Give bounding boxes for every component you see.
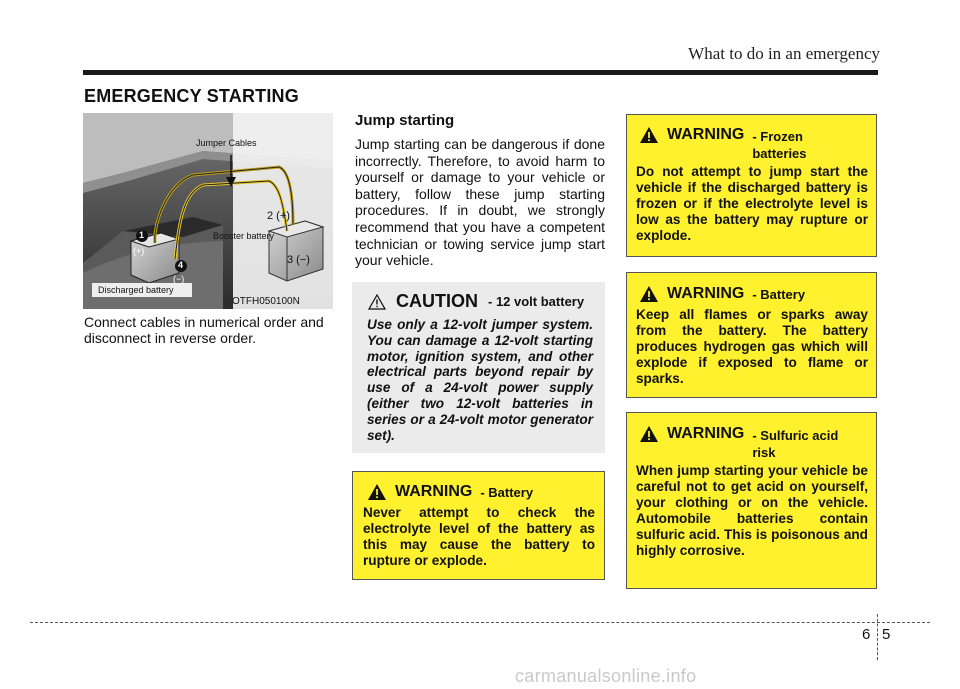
warning-title: WARNING [667,285,745,302]
warning-title: WARNING [667,425,745,442]
warning-triangle-icon [639,425,659,443]
booster-positive-label: 2 (+) [267,210,290,222]
caution-subtitle: - 12 volt battery [488,294,585,309]
warning-subtitle: - Frozen batteries [752,129,807,161]
caution-body: Use only a 12-volt jumper system. You can damage a 12-volt starting motor, ignition system, and other electrical parts beyond repair by use of a 24-volt power supply (either two 12-volt batteries in series or a 24-volt motor generator set). [367,317,593,443]
header-rule [83,70,878,75]
section-header: What to do in an emergency [688,44,880,63]
booster-negative-label: 3 (−) [287,254,310,266]
page-number-divider [877,614,878,660]
marker-4-label: 4 [178,260,184,270]
caution-triangle-icon [368,294,386,310]
watermark: carmanualsonline.info [515,666,697,686]
booster-battery-icon [269,221,323,281]
warning-subtitle: - Battery [480,485,534,500]
discharged-positive-terminal: (+) [133,246,145,256]
warning-header [367,483,533,501]
warning-box-frozen-batteries [626,114,877,257]
warning-subtitle: - Battery [752,287,806,302]
figure-caption: Connect cables in numerical order and disconnect in reverse order. [84,314,324,346]
jump-starting-heading: Jump starting [355,112,455,129]
caution-box [352,282,605,453]
discharged-negative-terminal: (−) [173,274,185,284]
warning-triangle-icon [639,126,659,144]
warning-box-sulfuric-acid [626,412,877,589]
warning-body: Keep all flames or sparks away from the battery. The battery produces hydrogen gas which will explode if exposed to flame or sparks. [636,307,868,386]
warning-body: When jump starting your vehicle be careful not to get acid on yourself, your clothing or on the vehicle. Automobile batteries contain sulfuric acid. This is poisonous and highly corrosive. [636,463,868,558]
warning-body: Do not attempt to jump start the vehicle if the discharged battery is frozen or if the electrolyte level is low as the battery may rupture or explode. [636,164,868,243]
booster-battery-label: Booster battery [213,231,275,241]
warning-subtitle: - Sulfuric acid risk [752,428,839,460]
caution-header [368,291,584,312]
page-title: EMERGENCY STARTING [84,86,299,106]
warning-box-battery-sparks [626,272,877,398]
caution-title: CAUTION [396,291,478,311]
warning-header [639,285,805,303]
figure-code: OTFH050100N [232,296,300,307]
page-number: 5 [882,626,891,643]
warning-header [639,126,852,162]
discharged-battery-label: Discharged battery [98,285,174,295]
jump-starting-body: Jump starting can be dangerous if done incorrectly. Therefore, to avoid harm to yourself or damage to your vehicle or battery, follow these jump starting procedures. If in doubt, we strongly recommend that you have a competent technician or towing service jump start your vehicle. [355,136,605,269]
chapter-number: 6 [862,626,871,643]
jumper-cables-label: Jumper Cables [196,138,257,148]
jump-start-illustration [83,113,333,309]
marker-1-label: 1 [139,230,145,240]
warning-triangle-icon [367,483,387,501]
warning-box-battery-check [352,471,605,580]
footer-rule [30,622,930,623]
warning-body: Never attempt to check the electrolyte level of the battery as this may cause the battery to rupture or explode. [363,505,595,568]
warning-triangle-icon [639,285,659,303]
warning-title: WARNING [395,483,473,500]
warning-header [639,425,862,461]
warning-title: WARNING [667,126,745,143]
